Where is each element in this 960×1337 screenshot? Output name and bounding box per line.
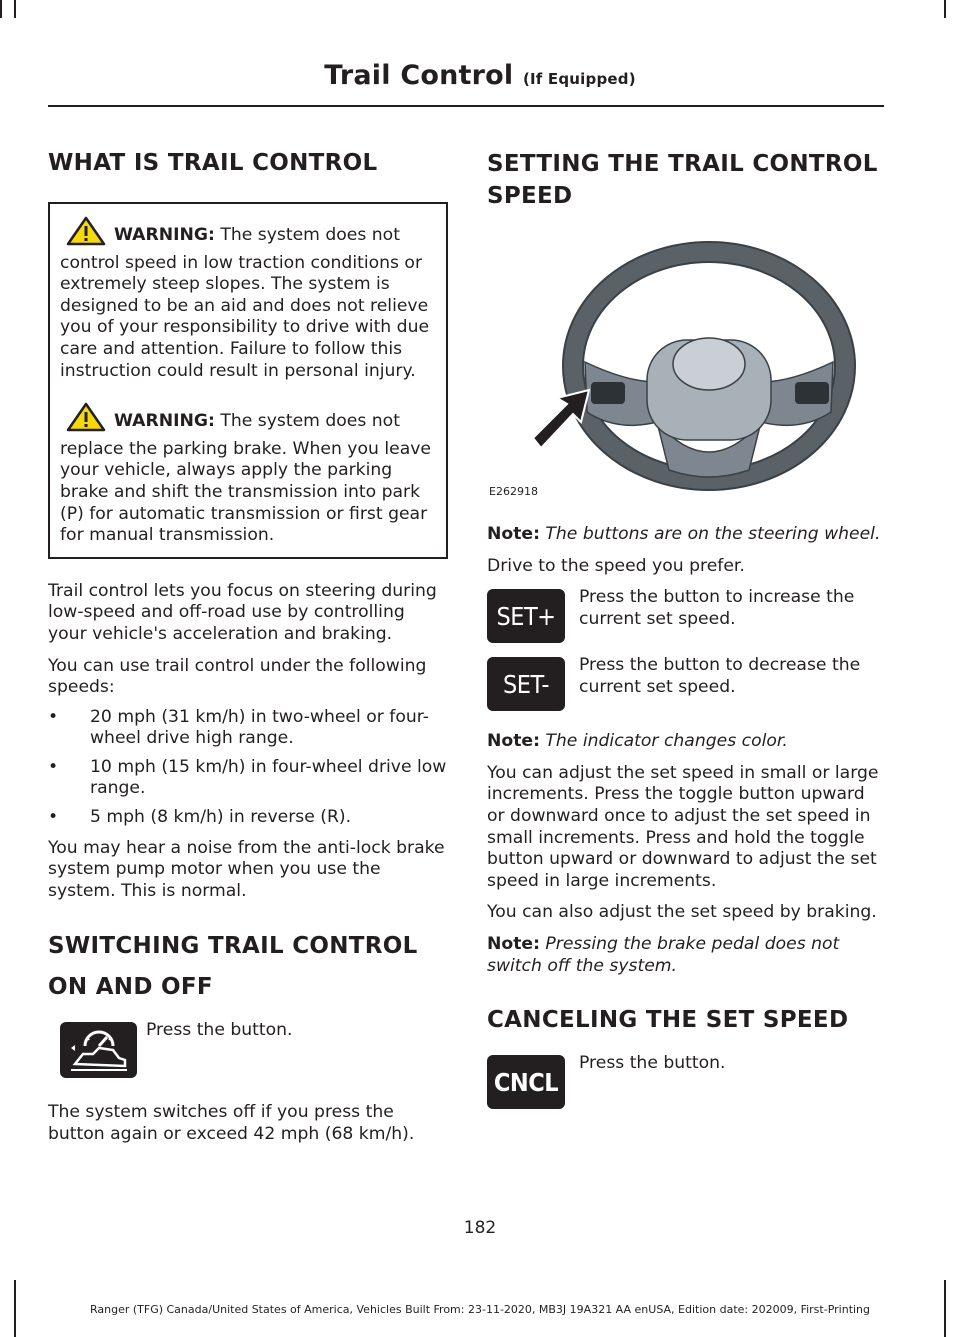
note-steering-wheel: Note: The buttons are on the steering wheel.: [487, 524, 881, 544]
warning-triangle-icon: [66, 402, 106, 439]
warning-text: The system does not replace the parking brake. When you leave your vehicle, always apply the parking brake and shift the transmission into park (P) for automatic transmission or first gear for manual transmission.: [60, 411, 431, 546]
paragraph: You can also adjust the set speed by braking.: [487, 902, 877, 923]
left-column: [48, 148, 448, 1146]
header-title: Trail Control: [324, 60, 514, 91]
paragraph: You can adjust the set speed in small or large increments. Press the toggle button upward or downward once to adjust the set speed in small increments. Press and hold the toggle button upward or downward to adjust the set speed in large increments.: [487, 762, 879, 891]
cncl-button-icon: CNCL: [487, 1055, 565, 1109]
paragraph: You may hear a noise from the anti-lock brake system pump motor when you use the system. This is normal.: [48, 837, 445, 901]
crop-mark: [944, 0, 946, 18]
page-header: [0, 60, 960, 91]
trail-control-icon: [60, 1022, 137, 1078]
header-subtitle: (If Equipped): [522, 70, 636, 88]
warning-label: WARNING:: [114, 225, 215, 245]
section-heading-what-is: WHAT IS TRAIL CONTROL: [48, 150, 378, 176]
crop-mark: [14, 0, 16, 18]
set-minus-text: Press the button to decrease the current set speed.: [579, 655, 861, 697]
paragraph: You can use trail control under the following speeds:: [48, 655, 427, 698]
list-item: • 20 mph (31 km/h) in two-wheel or four-wheel drive high range.: [48, 707, 448, 750]
press-button-text: Press the button.: [146, 1020, 293, 1041]
cncl-row: [487, 1055, 887, 1115]
paragraph: The system switches off if you press the button again or exceed 42 mph (68 km/h).: [48, 1102, 415, 1145]
trail-control-button-row: [48, 1022, 448, 1082]
section-heading-canceling: CANCELING THE SET SPEED: [487, 1007, 849, 1034]
set-minus-button-icon: SET-: [487, 657, 565, 711]
paragraph: Trail control lets you focus on steering during low-speed and off-road use by controlling your vehicle's acceleration and braking.: [48, 580, 437, 644]
warning-text: The system does not control speed in low traction conditions or extremely steep slopes. The system is designed to be an aid and does not relieve you of your responsibility to drive with due care and attention. Failure to follow this instruction could result in personal injury.: [60, 225, 430, 381]
figure-id: E262918: [489, 485, 538, 498]
note-indicator: Note: The indicator changes color.: [487, 731, 788, 752]
paragraph: Drive to the speed you prefer.: [487, 555, 745, 576]
steering-wheel-figure: [487, 232, 887, 502]
set-plus-row: [487, 589, 887, 649]
section-heading-switching: SWITCHING TRAIL CONTROL ON AND OFF: [48, 933, 418, 1001]
warning-1: [60, 216, 440, 382]
header-rule: [48, 105, 884, 107]
section-heading-setting: SETTING THE TRAIL CONTROL SPEED: [487, 151, 878, 209]
speed-list: [48, 707, 448, 829]
right-column: [487, 148, 887, 1115]
warning-label: WARNING:: [114, 411, 215, 432]
warning-box: [48, 202, 448, 559]
list-item: • 5 mph (8 km/h) in reverse (R).: [48, 807, 448, 829]
set-minus-row: [487, 657, 887, 717]
set-plus-button-icon: SET+: [487, 589, 565, 643]
note-brake: Note: Pressing the brake pedal does not switch off the system.: [487, 933, 840, 976]
set-plus-text: Press the button to increase the current set speed.: [579, 587, 855, 629]
list-item: • 10 mph (15 km/h) in four-wheel drive low range.: [48, 757, 448, 800]
page-number: 182: [463, 1218, 497, 1238]
footer-text: Ranger (TFG) Canada/United States of America, Vehicles Built From: 23-11-2020, MB3J 19A321 AA enUSA, Edition date: 202009, First-Printing: [89, 1303, 871, 1316]
warning-2: [60, 402, 440, 547]
crop-mark: [0, 0, 2, 18]
warning-triangle-icon: [66, 216, 106, 253]
steering-wheel-icon: [487, 232, 887, 502]
cncl-text: Press the button.: [579, 1053, 726, 1074]
